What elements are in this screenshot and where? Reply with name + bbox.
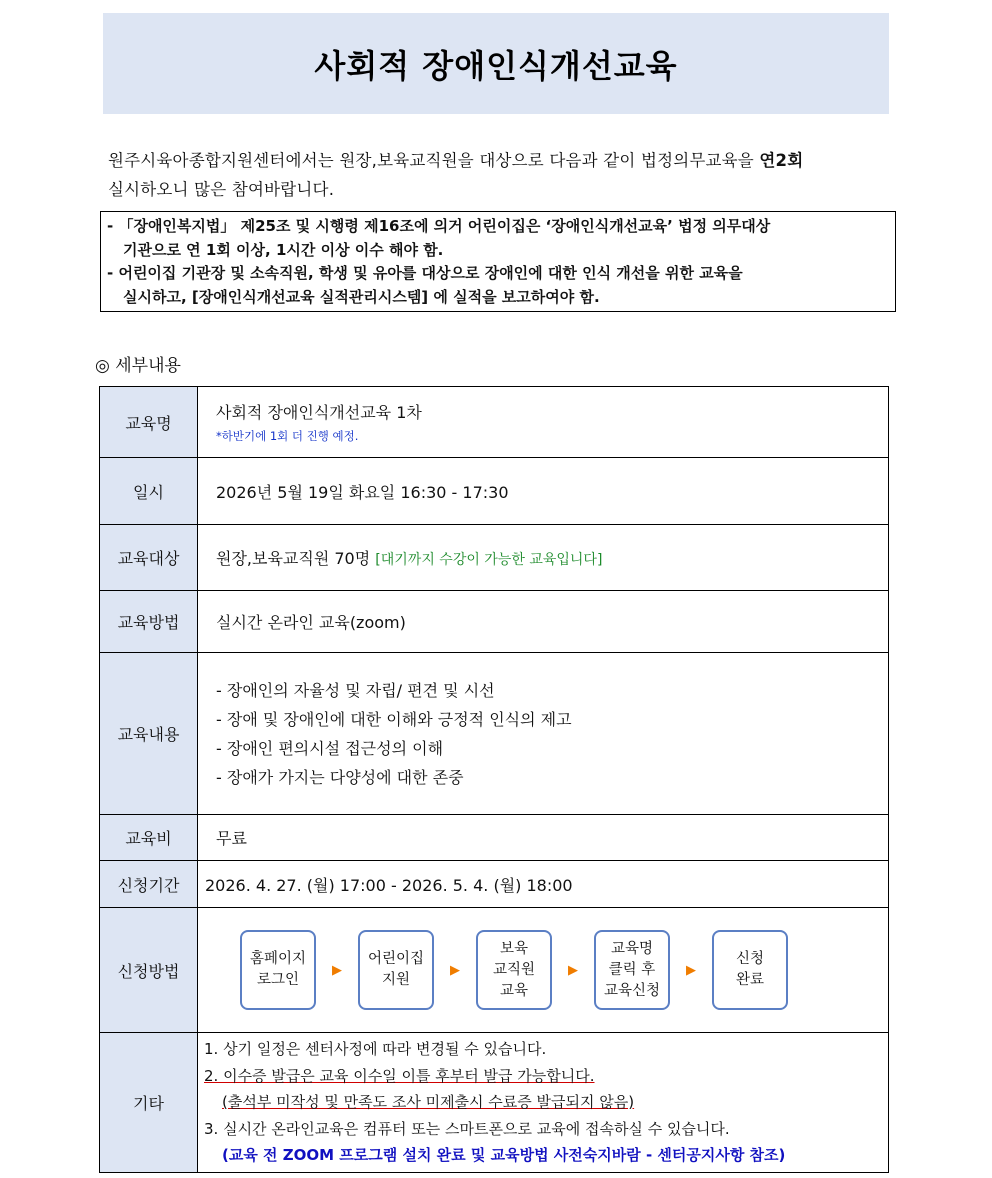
list-item: - 장애인 편의시설 접근성의 이해 [216, 738, 444, 758]
target-note: [대기까지 수강이 가능한 교육입니다] [375, 552, 603, 568]
row-value: 실시간 온라인 교육(zoom) [198, 591, 889, 653]
row-label: 교육방법 [100, 591, 198, 653]
row-label: 교육비 [100, 815, 198, 861]
row-label: 교육명 [100, 387, 198, 458]
course-name: 사회적 장애인식개선교육 1차 [216, 403, 422, 422]
step-box: 홈페이지 로그인 [240, 930, 316, 1010]
title-banner [103, 13, 889, 114]
apply-steps-cell [198, 908, 889, 1033]
arrow-right-icon: ▶ [450, 962, 460, 978]
table-row [100, 591, 889, 653]
notice-line: 기관으로 연 1회 이상, 1시간 이상 이수 해야 함. [123, 240, 444, 259]
notice-line: - 어린이집 기관장 및 소속직원, 학생 및 유아를 대상으로 장애인에 대한 인식 개선을 위한 교육을 [107, 264, 743, 282]
notice-line: 실시하고, [장애인식개선교육 실적관리시스템] 에 실적을 보고하여야 함. [123, 287, 600, 306]
intro-paragraph [108, 146, 893, 204]
list-item: - 장애인의 자율성 및 자립/ 편견 및 시선 [216, 680, 495, 700]
list-item: - 장애가 가지는 다양성에 대한 존중 [216, 767, 464, 787]
etc-notes [198, 1033, 889, 1173]
table-row [100, 653, 889, 815]
detail-table [99, 386, 889, 1173]
intro-bold: 연2회 [759, 151, 804, 170]
table-row [100, 525, 889, 591]
row-label: 신청방법 [100, 908, 198, 1033]
row-value [198, 525, 889, 591]
page-title: 사회적 장애인식개선교육 [314, 46, 678, 85]
etc-line: 1. 상기 일정은 센터사정에 따라 변경될 수 있습니다. [204, 1040, 547, 1059]
table-row [100, 1033, 889, 1173]
apply-steps [198, 930, 888, 1010]
etc-line: 3. 실시간 온라인교육은 컴퓨터 또는 스마트폰으로 교육에 접속하실 수 있습니다. [204, 1119, 730, 1138]
arrow-right-icon: ▶ [332, 962, 342, 978]
list-item: - 장애 및 장애인에 대한 이해와 긍정적 인식의 제고 [216, 709, 572, 729]
table-row [100, 908, 889, 1033]
etc-line: (출석부 미작성 및 만족도 조사 미제출시 수료증 발급되지 않음) [222, 1093, 635, 1112]
table-row [100, 458, 889, 525]
row-value: 무료 [198, 815, 889, 861]
arrow-right-icon: ▶ [686, 962, 696, 978]
arrow-right-icon: ▶ [568, 962, 578, 978]
row-label: 신청기간 [100, 861, 198, 908]
target-value: 원장,보육교직원 70명 [216, 549, 371, 568]
step-box: 보육 교직원 교육 [476, 930, 552, 1010]
row-label: 교육대상 [100, 525, 198, 591]
row-value: 2026년 5월 19일 화요일 16:30 - 17:30 [198, 458, 889, 525]
intro-text: 원주시육아종합지원센터에서는 원장,보육교직원을 대상으로 다음과 같이 법정의무교육을 [108, 151, 760, 170]
table-row [100, 861, 889, 908]
course-note: *하반기에 1회 더 진행 예정. [216, 429, 359, 443]
table-row [100, 815, 889, 861]
etc-line: 2. 이수증 발급은 교육 이수일 이틀 후부터 발급 가능합니다. [204, 1066, 595, 1085]
table-row [100, 387, 889, 458]
intro-text2: 실시하오니 많은 참여바랍니다. [108, 180, 335, 199]
content-list [198, 653, 889, 815]
step-box: 어린이집 지원 [358, 930, 434, 1010]
row-value: 2026. 4. 27. (월) 17:00 - 2026. 5. 4. (월) 18:00 [198, 861, 889, 908]
step-box: 교육명 클릭 후 교육신청 [594, 930, 670, 1010]
notice-line: - 「장애인복지법」 제25조 및 시행령 제16조에 의거 어린이집은 ‘장애인식개선교육’ 법정 의무대상 [107, 217, 771, 235]
etc-line: (교육 전 ZOOM 프로그램 설치 완료 및 교육방법 사전숙지바람 - 센터공지사항 참조) [222, 1146, 786, 1165]
row-label: 교육내용 [100, 653, 198, 815]
row-label: 일시 [100, 458, 198, 525]
step-box: 신청 완료 [712, 930, 788, 1010]
section-title: ◎ 세부내용 [95, 356, 181, 376]
notice-box [100, 211, 896, 312]
row-value [198, 387, 889, 458]
row-label: 기타 [100, 1033, 198, 1173]
